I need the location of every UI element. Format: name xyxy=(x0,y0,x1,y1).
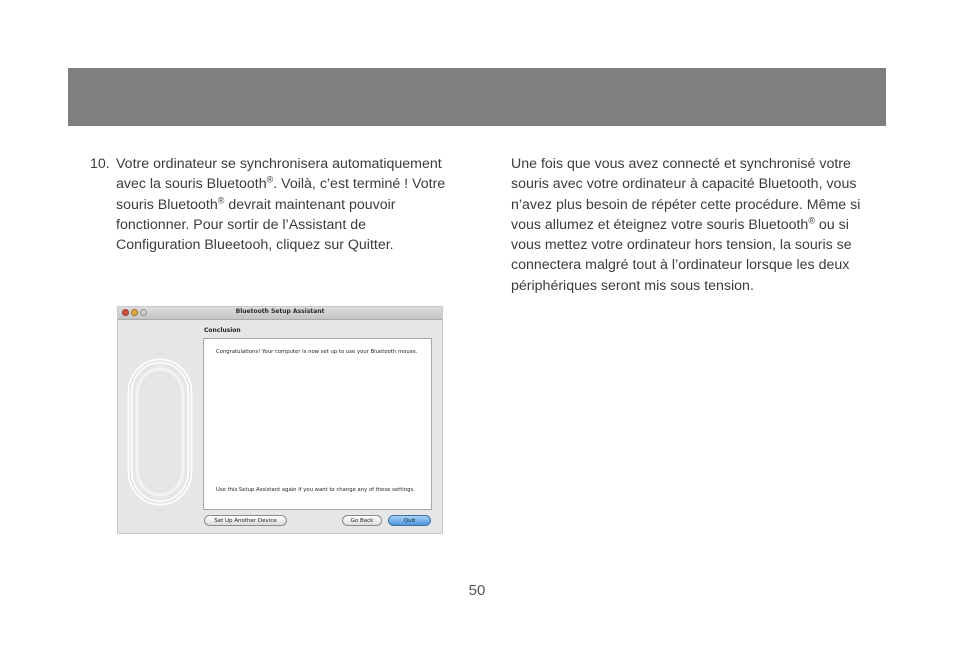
step-text-part-1: Votre ordinateur se synchronisera automatiquement avec la souris Bluetooth xyxy=(116,156,442,193)
right-text-part-1: Une fois que vous avez connecté et synchronisé votre souris avec votre ordinateur à capacité Bluetooth, vous n’avez plus besoin de répéter cette procédure. Même si vous allumez et éteignez votre souris Bluetooth xyxy=(511,156,861,233)
conclusion-panel xyxy=(203,338,432,510)
registered-mark: ® xyxy=(217,194,225,205)
page-number: 50 xyxy=(468,582,486,599)
window-title: Bluetooth Setup Assistant xyxy=(235,308,325,315)
registered-mark: ® xyxy=(808,215,815,226)
setup-assistant-screenshot xyxy=(117,306,443,534)
setup-again-message: Use this Setup Assistant again if you want to change any of these settings. xyxy=(216,487,415,493)
right-column xyxy=(511,154,871,296)
congratulations-message: Congratulations! Your computer is now set up to use your Bluetooth mouse. xyxy=(216,349,418,355)
section-title: Conclusion xyxy=(204,327,241,334)
right-text-part-2: ou si vous mettez votre ordinateur hors tension, la souris se connectera malgré tout à l’ordinateur lorsque les deux périphériques seront mis sous tension. xyxy=(511,216,852,294)
mouse-outline-icon xyxy=(126,357,194,507)
step-text-part-3: devrait maintenant pouvoir fonctionner. Pour sortir de l’Assistant de Configuration Blueetooh, cliquez sur Quitter. xyxy=(116,196,396,254)
left-column xyxy=(90,154,450,255)
set-up-another-device-button[interactable]: Set Up Another Device xyxy=(204,515,287,526)
window-titlebar xyxy=(118,307,442,320)
step-number: 10. xyxy=(90,156,110,172)
step-text xyxy=(116,154,450,255)
step-10 xyxy=(90,154,450,255)
registered-mark: ® xyxy=(266,174,274,185)
step-text-part-2: . Voilà, c’est terminé ! Votre souris Bluetooth xyxy=(116,176,446,213)
go-back-button[interactable]: Go Back xyxy=(342,515,382,526)
quit-button[interactable]: Quit xyxy=(388,515,431,526)
header-band xyxy=(68,68,886,126)
